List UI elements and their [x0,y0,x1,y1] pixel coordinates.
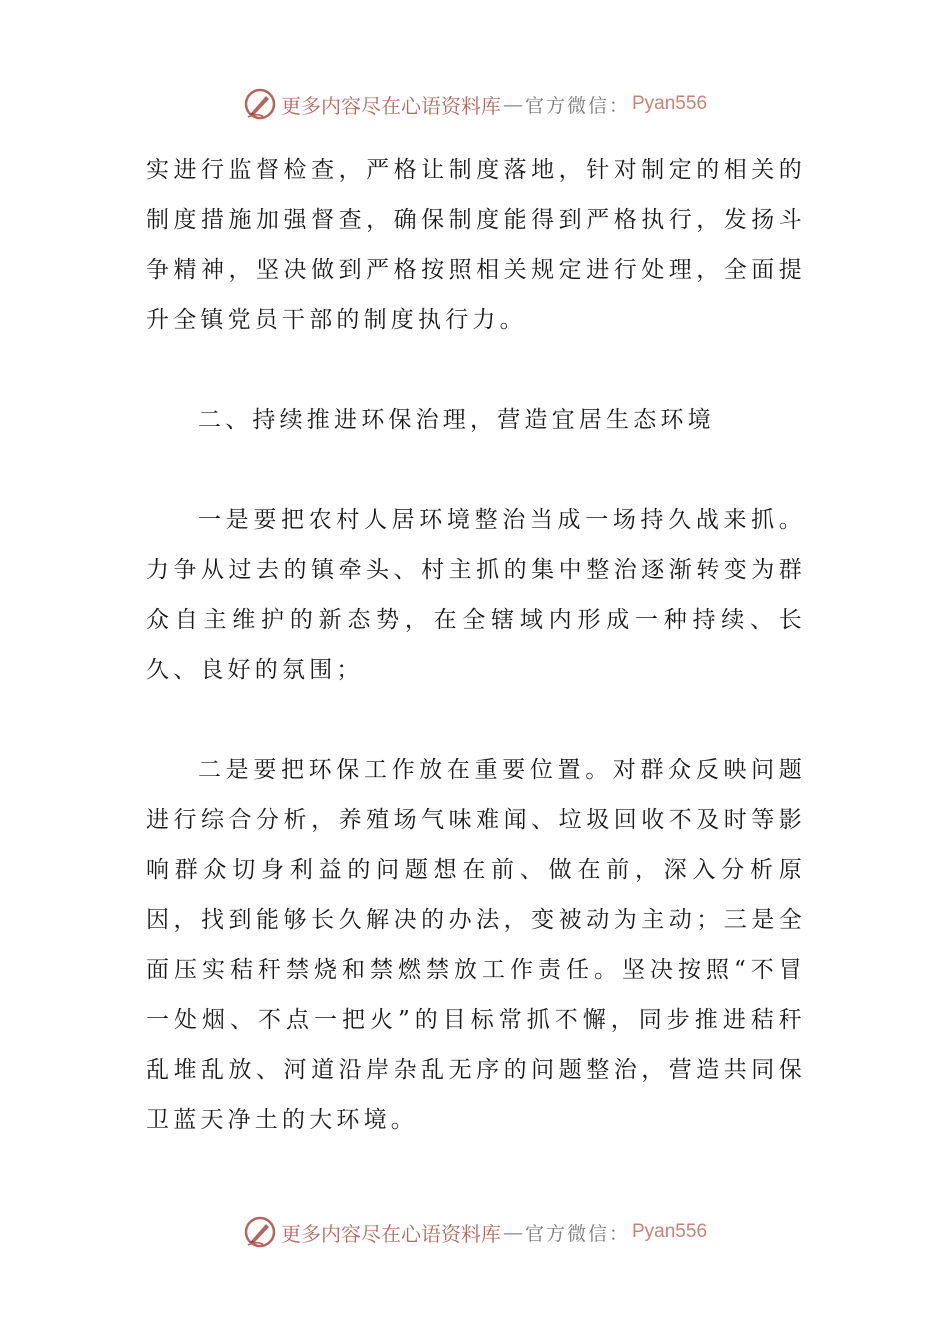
paragraph-first-point: 一是要把农村人居环境整治当成一场持久战来抓。力争从过去的镇牵头、村主抓的集中整治逐渐转变为群众自主维护的新态势，在全辖域内形成一种持续、长久、良好的氛围； [146,507,806,683]
footer-banner [0,1212,950,1252]
paragraph-second-point: 二是要把环保工作放在重要位置。对群众反映问题进行综合分析，养殖场气味难闻、垃圾回收不及时等影响群众切身利益的问题想在前、做在前，深入分析原因，找到能够长久解决的办法，变被动为主动；三是全面压实秸秆禁烧和禁燃禁放工作责任。坚决按照“不冒一处烟、不点一把火”的目标常抓不懈，同步推进秸秆乱堆乱放、河道沿岸杂乱无序的问题整治，营造共同保卫蓝天净土的大环境。 [146,757,806,1133]
banner-separator: — [502,92,523,116]
banner-main-text: 更多内容尽在心语资料库 [280,1221,501,1246]
paragraph-continuation: 实进行监督检查，严格让制度落地，针对制定的相关的制度措施加强督查，确保制度能得到严格执行，发扬斗争精神，坚决做到严格按照相关规定进行处理，全面提升全镇党员干部的制度执行力。 [146,157,806,333]
banner-official-label: 官方微信： [524,94,630,117]
banner-main-text: 更多内容尽在心语资料库 [280,93,501,118]
banner-wechat-id: Pyan556 [632,1221,708,1242]
header-banner [0,84,950,124]
pen-logo-icon [243,87,277,121]
banner-separator: — [502,1220,523,1244]
document-body [146,145,806,1145]
banner-wechat-id: Pyan556 [632,93,708,114]
pen-logo-icon [243,1215,277,1249]
banner-official-label: 官方微信： [524,1222,630,1245]
section-heading: 二、持续推进环保治理，营造宜居生态环境 [198,407,715,433]
